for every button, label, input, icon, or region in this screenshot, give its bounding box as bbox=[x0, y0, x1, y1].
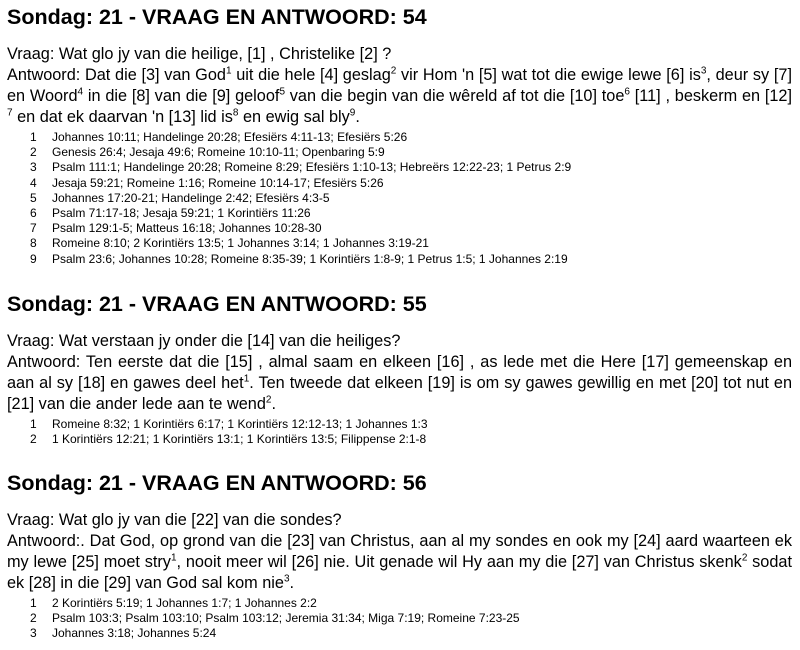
footnote-marker: 2 bbox=[741, 552, 748, 564]
question-text: Vraag: Wat glo jy van die [22] van die sondes? bbox=[7, 511, 342, 529]
reference-number: 1 bbox=[30, 596, 37, 610]
footnote-marker: 5 bbox=[279, 86, 285, 98]
reference-number: 2 bbox=[30, 432, 37, 447]
reference-text: Psalm 103:3; Psalm 103:10; Psalm 103:12; Jeremia 31:34; Miga 7:19; Romeine 7:23-25 bbox=[52, 611, 520, 626]
reference-item bbox=[7, 611, 792, 626]
answer-run: en dat ek daarvan 'n [13] lid is bbox=[12, 108, 233, 126]
reference-number: 5 bbox=[30, 190, 37, 205]
answer-run: sodat ek [28] in die [29] van God sal kom nie bbox=[7, 553, 792, 592]
answer-text bbox=[7, 531, 792, 594]
answer-run: en ewig sal bly bbox=[238, 108, 350, 126]
reference-item bbox=[7, 417, 792, 432]
answer-text bbox=[7, 352, 792, 415]
answer-run: . Ten tweede dat elkeen [19] is om sy gawes gewillig en met [20] tot nut en [21] van die ander lede aan te wend bbox=[7, 374, 792, 413]
reference-text: Johannes 3:18; Johannes 5:24 bbox=[52, 626, 217, 641]
question-section-54 bbox=[7, 4, 792, 267]
reference-number: 7 bbox=[30, 221, 37, 236]
answer-run: . bbox=[355, 108, 360, 126]
footnote-marker: 6 bbox=[624, 86, 630, 98]
reference-item bbox=[7, 432, 792, 447]
section-heading: Sondag: 21 - VRAAG EN ANTWOORD: 55 bbox=[7, 292, 427, 316]
footnote-marker: 2 bbox=[265, 394, 272, 406]
reference-text: Psalm 71:17-18; Jesaja 59:21; 1 Korintiërs 11:26 bbox=[52, 206, 311, 221]
reference-item bbox=[7, 596, 792, 611]
reference-number: 3 bbox=[30, 626, 37, 641]
answer-run: Antwoord:. Dat God, op grond van die [23] van Christus, aan al my sondes en ook my [24] aard waarteen ek my lewe [25] moet stry bbox=[7, 532, 792, 571]
reference-item bbox=[7, 160, 792, 175]
reference-number: 2 bbox=[30, 611, 37, 626]
footnote-marker: 1 bbox=[243, 373, 250, 385]
answer-run: , deur sy [7] en Woord bbox=[7, 66, 792, 105]
footnote-marker: 3 bbox=[283, 573, 290, 585]
footnote-marker: 1 bbox=[170, 552, 177, 564]
reference-number: 9 bbox=[30, 251, 37, 266]
section-heading: Sondag: 21 - VRAAG EN ANTWOORD: 54 bbox=[7, 5, 427, 29]
reference-text: Johannes 17:20-21; Handelinge 2:42; Efesiërs 4:3-5 bbox=[52, 190, 330, 205]
reference-text: Psalm 23:6; Johannes 10:28; Romeine 8:35-39; 1 Korintiërs 1:8-9; 1 Petrus 1:5; 1 Johannes 2:19 bbox=[52, 251, 568, 266]
reference-item bbox=[7, 206, 792, 221]
footnote-marker: 3 bbox=[700, 65, 707, 77]
answer-run: [11] , beskerm en [12] bbox=[629, 87, 792, 105]
reference-item bbox=[7, 145, 792, 160]
footnote-marker: 2 bbox=[390, 65, 397, 77]
reference-item bbox=[7, 176, 792, 191]
reference-text: Romeine 8:32; 1 Korintiërs 6:17; 1 Korintiërs 12:12-13; 1 Johannes 1:3 bbox=[52, 417, 428, 431]
reference-list bbox=[7, 130, 792, 267]
question-text: Vraag: Wat glo jy van die heilige, [1] , Christelike [2] ? bbox=[7, 45, 392, 63]
reference-number: 3 bbox=[30, 160, 37, 175]
reference-number: 6 bbox=[30, 206, 37, 221]
answer-run: . bbox=[289, 574, 295, 592]
reference-item bbox=[7, 626, 792, 641]
answer-run: van die begin van die wêreld af tot die [10] toe bbox=[285, 87, 625, 105]
reference-item bbox=[7, 252, 792, 267]
answer-run: uit die hele [4] geslag bbox=[231, 66, 391, 84]
reference-text: Romeine 8:10; 2 Korintiërs 13:5; 1 Johannes 3:14; 1 Johannes 3:19-21 bbox=[52, 236, 429, 251]
reference-text: Genesis 26:4; Jesaja 49:6; Romeine 10:10-11; Openbaring 5:9 bbox=[52, 145, 385, 160]
reference-number: 4 bbox=[30, 175, 37, 190]
reference-text: Psalm 129:1-5; Matteus 16:18; Johannes 10:28-30 bbox=[52, 221, 322, 236]
footnote-marker: 8 bbox=[232, 107, 239, 119]
answer-run: , nooit meer wil [26] nie. Uit genade wil Hy aan my die [27] van Christus skenk bbox=[176, 553, 742, 571]
reference-item bbox=[7, 236, 792, 251]
footnote-marker: 9 bbox=[349, 107, 356, 119]
reference-list bbox=[7, 417, 792, 447]
answer-run: in die [8] van die [9] geloof bbox=[83, 87, 280, 105]
footnote-marker: 4 bbox=[77, 86, 84, 98]
answer-text bbox=[7, 65, 792, 128]
reference-number: 1 bbox=[30, 417, 37, 431]
reference-item bbox=[7, 130, 792, 145]
reference-list bbox=[7, 596, 792, 642]
reference-number: 1 bbox=[30, 130, 37, 144]
answer-run: Antwoord: Dat die [3] van God bbox=[7, 66, 226, 84]
reference-number: 2 bbox=[30, 145, 37, 160]
reference-text: 1 Korintiërs 12:21; 1 Korintiërs 13:1; 1 Korintiërs 13:5; Filippense 2:1-8 bbox=[52, 432, 427, 447]
answer-run: vir Hom 'n [5] wat tot die ewige lewe [6] is bbox=[396, 66, 701, 84]
reference-text: Psalm 111:1; Handelinge 20:28; Romeine 8:29; Efesiërs 1:10-13; Hebreërs 12:22-23; 1 Petrus 2:9 bbox=[52, 160, 572, 175]
answer-run: Antwoord: Ten eerste dat die [15] , almal saam en elkeen [16] , as lede met die Here [17] gemeenskap en aan al sy [18] en gawes deel het bbox=[7, 353, 792, 392]
footnote-marker: 1 bbox=[225, 65, 232, 77]
question-text: Vraag: Wat verstaan jy onder die [14] van die heiliges? bbox=[7, 332, 401, 350]
question-section-56 bbox=[7, 470, 792, 642]
reference-text: Johannes 10:11; Handelinge 20:28; Efesiërs 4:11-13; Efesiërs 5:26 bbox=[52, 130, 408, 144]
reference-item bbox=[7, 221, 792, 236]
reference-text: Jesaja 59:21; Romeine 1:16; Romeine 10:14-17; Efesiërs 5:26 bbox=[52, 175, 384, 190]
question-section-55 bbox=[7, 291, 792, 447]
reference-text: 2 Korintiërs 5:19; 1 Johannes 1:7; 1 Johannes 2:2 bbox=[52, 596, 317, 610]
section-heading: Sondag: 21 - VRAAG EN ANTWOORD: 56 bbox=[7, 471, 427, 495]
reference-number: 8 bbox=[30, 236, 37, 251]
answer-run: . bbox=[271, 395, 276, 413]
footnote-marker: 7 bbox=[7, 107, 13, 119]
reference-item bbox=[7, 191, 792, 206]
